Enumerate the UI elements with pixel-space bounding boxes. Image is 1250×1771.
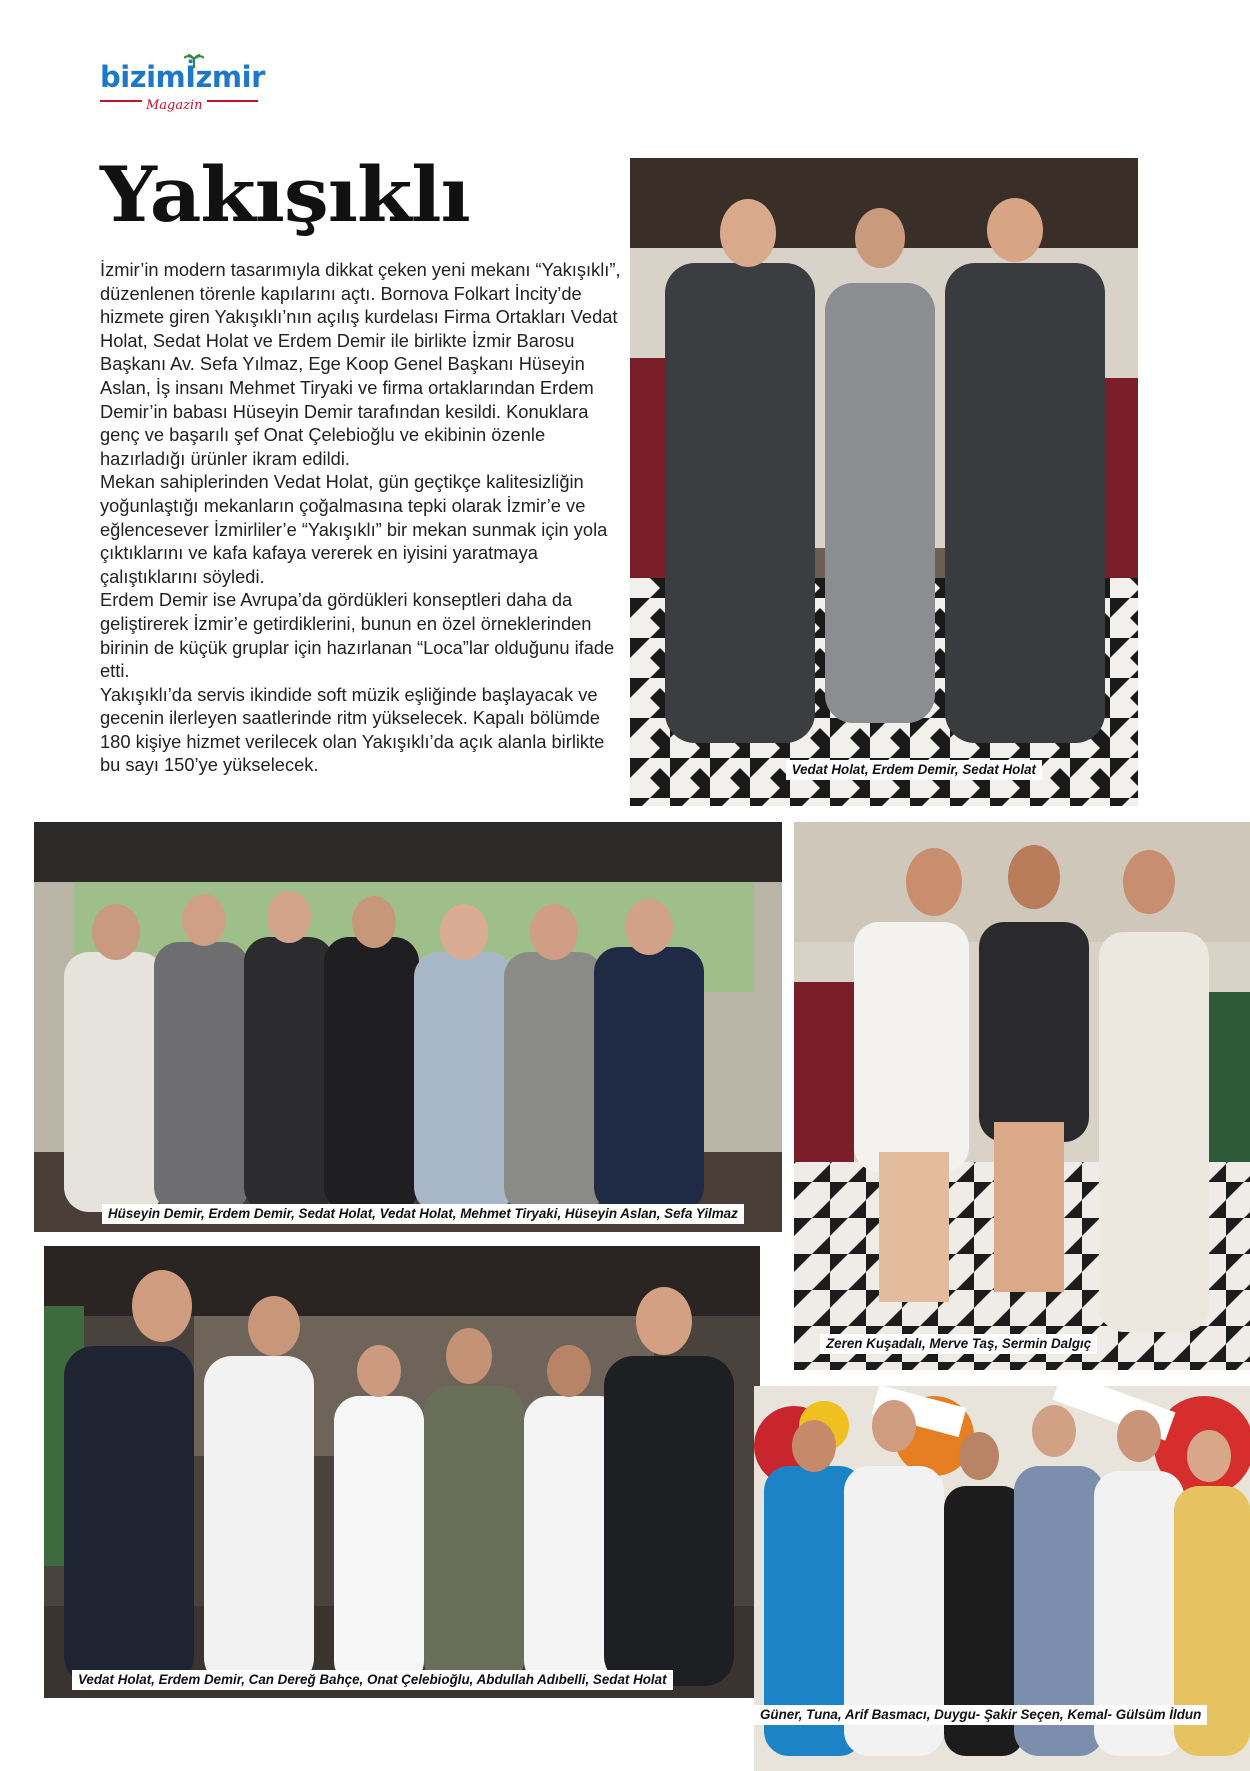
photo-staff-image (44, 1246, 760, 1698)
brand-part-2: İzmir (185, 60, 265, 94)
brand-subtitle: Magazin (142, 98, 207, 113)
photo-caption: Zeren Kuşadalı, Merve Taş, Sermin Dalgıç (820, 1334, 1097, 1354)
photo-family (754, 1386, 1250, 1771)
photo-guests-group (34, 822, 782, 1232)
photo-staff (44, 1246, 760, 1698)
photo-guests-group-image (34, 822, 782, 1232)
photo-caption: Vedat Holat, Erdem Demir, Can Dereğ Bahçe, Onat Çelebioğlu, Abdullah Adıbelli, Sedat Holat (72, 1670, 673, 1690)
article-paragraph: Mekan sahiplerinden Vedat Holat, gün geçtikçe kalitesizliğin yoğunlaştığı mekanların çoğalmasına tepki olarak İzmir’e ve eğlencesever İzmirliler’e “Yakışıklı” bir mekan sunmak için yola çıktıklarını ve kafa kafaya vererek en iyisini yaratmaya çalıştıklarını söyledi. (100, 471, 608, 587)
photo-owners (630, 158, 1138, 806)
photo-caption: Güner, Tuna, Arif Basmacı, Duygu- Şakir Seçen, Kemal- Gülsüm İldun (754, 1705, 1207, 1725)
article-paragraph: Yakışıklı’da servis ikindide soft müzik eşliğinde başlayacak ve gecenin ilerleyen saatlerinde ritm yükselecek. Kapalı bölümde 180 kişiye hizmet verilecek olan Yakışıklı’da açık alanla birlikte bu sayı 150’ye yükselecek. (100, 683, 605, 776)
palm-tree-icon (184, 54, 204, 68)
photo-caption: Vedat Holat, Erdem Demir, Sedat Holat (786, 760, 1042, 780)
brand-part-1: bizim (100, 60, 186, 94)
photo-women-image (794, 822, 1250, 1370)
article-title: Yakışıklı (100, 150, 470, 239)
article-paragraph: Erdem Demir ise Avrupa’da gördükleri konseptleri daha da geliştirerek İzmir’e getirdiklerini, bunun en özel örneklerinden birinin de küçük gruplar için hazırlanan “Loca”lar olduğunu ifade etti. (100, 589, 615, 682)
article-paragraph: İzmir’in modern tasarımıyla dikkat çeken yeni mekanı “Yakışıklı”, düzenlenen törenle kapılarını açtı. Bornova Folkart İncity’de hizmete giren Yakışıklı’nın açılış kurdelası Firma Ortakları Vedat Holat, Sedat Holat ve Erdem Demir ile birlikte İzmir Barosu Başkanı Av. Sefa Yılmaz, Ege Koop Genel Başkanı Hüseyin Aslan, İş insanı Mehmet Tiryaki ve firma ortaklarından Erdem Demir’in babası Hüseyin Demir tarafından kesildi. Konuklara genç ve başarılı şef Onat Çelebioğlu ve ekibinin özenle hazırladığı ürünler ikram edildi. (100, 259, 621, 469)
photo-women (794, 822, 1250, 1370)
photo-owners-image (630, 158, 1138, 806)
article-body (100, 258, 622, 777)
photo-caption: Hüseyin Demir, Erdem Demir, Sedat Holat, Vedat Holat, Mehmet Tiryaki, Hüseyin Aslan, Sefa Yilmaz (102, 1204, 744, 1224)
masthead-logo (100, 62, 270, 112)
